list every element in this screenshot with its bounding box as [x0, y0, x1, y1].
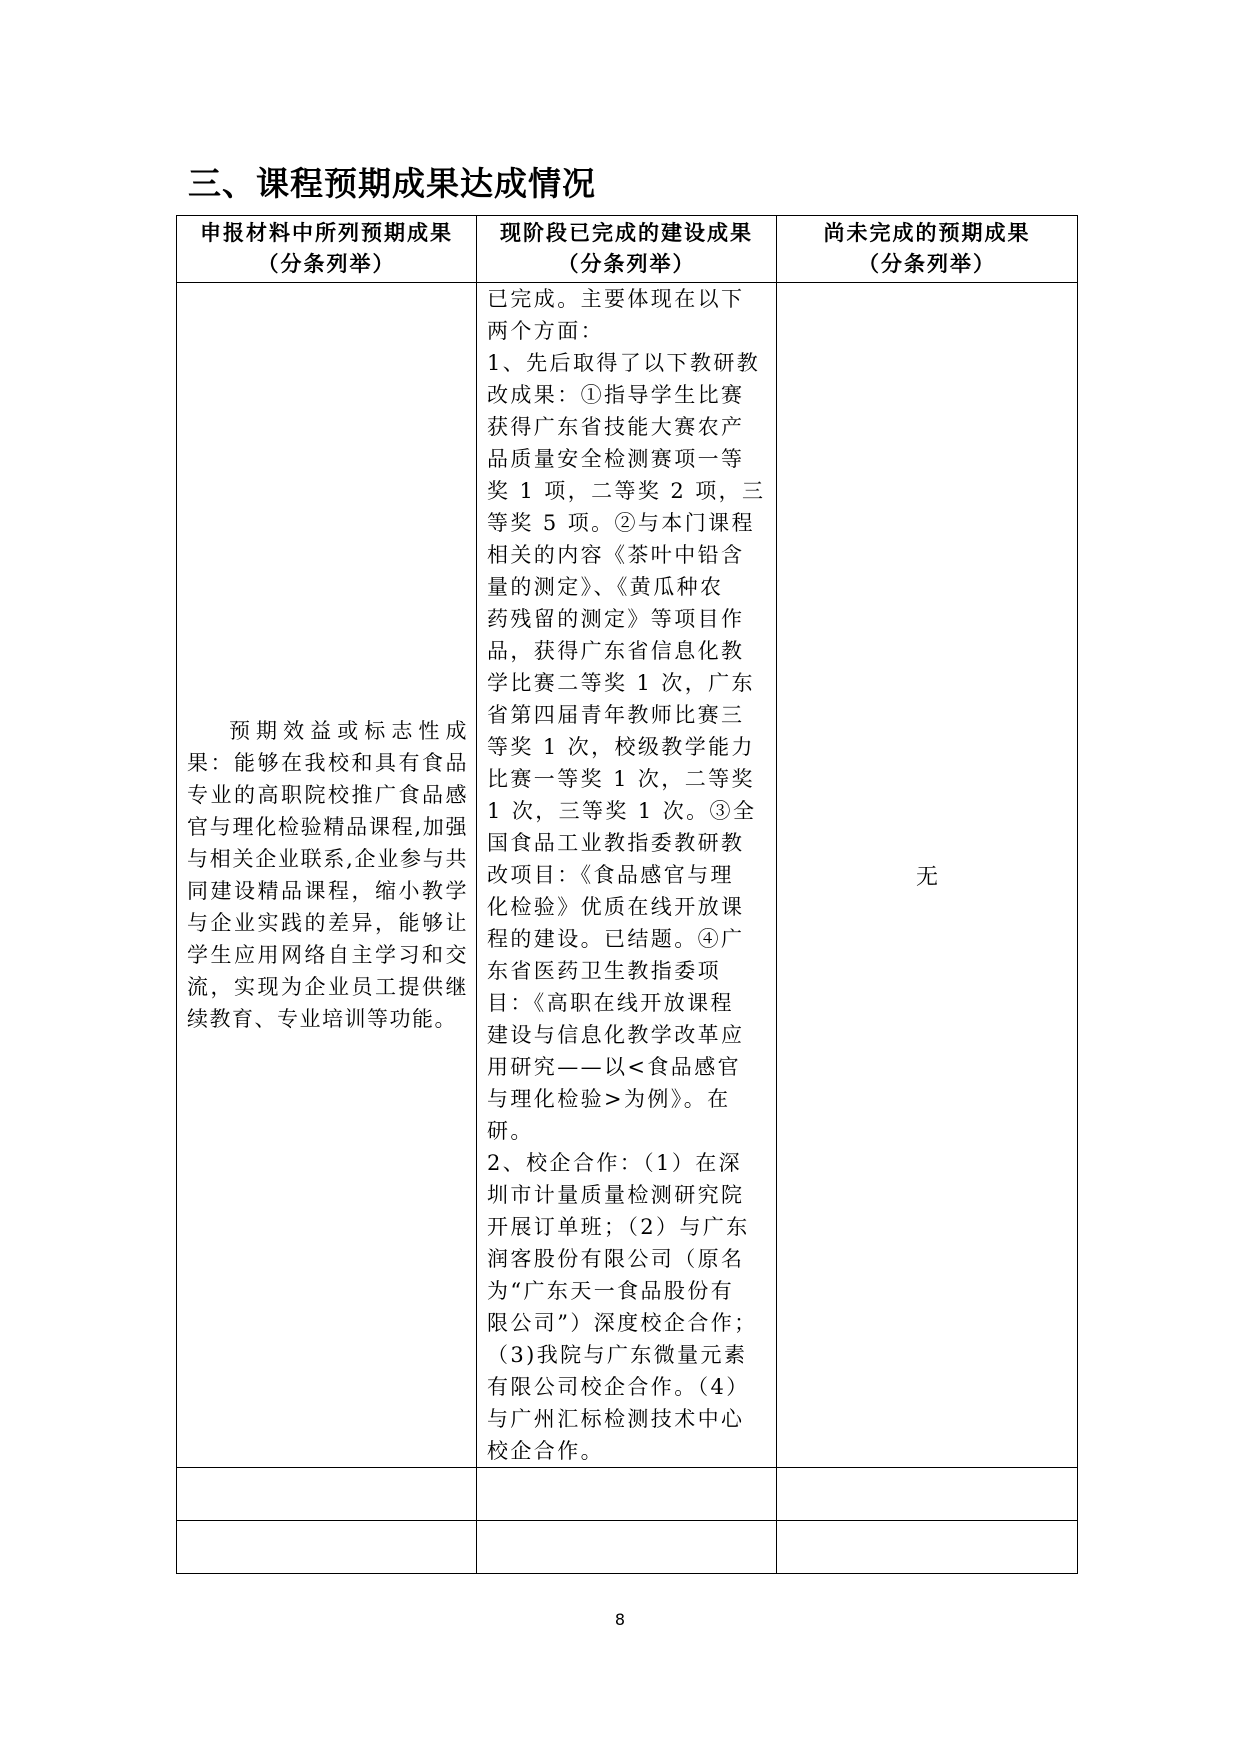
completed-line: 等奖 5 项。②与本门课程 — [487, 511, 755, 535]
section-title: 三、课程预期成果达成情况 — [188, 164, 596, 203]
completed-line: 药残留的测定》等项目作 — [487, 607, 745, 631]
header-expected-line1: 申报材料中所列预期成果 — [200, 221, 453, 245]
header-not-completed-line1: 尚未完成的预期成果 — [823, 221, 1031, 245]
completed-line: 改成果：①指导学生比赛 — [487, 383, 745, 407]
empty-cell — [477, 1468, 777, 1521]
header-not-completed — [777, 216, 1078, 283]
cell-expected — [177, 283, 477, 1468]
table-row — [177, 283, 1078, 1468]
page-number: 8 — [614, 1610, 626, 1629]
completed-line: 量的测定》、《黄瓜种农 — [487, 575, 724, 599]
completed-line: 为“广东天一食品股份有 — [487, 1279, 735, 1303]
completed-line: 等奖 1 次，校级教学能力 — [487, 735, 755, 759]
completed-line: 润客股份有限公司（原名 — [487, 1247, 745, 1271]
table-header-row — [177, 216, 1078, 283]
table-row-empty — [177, 1468, 1078, 1521]
expected-outcome-text: 预期效益或标志性成果：能够在我校和具有食品专业的高职院校推广食品感官与理化检验精品课程,加强与相关企业联系,企业参与共同建设精品课程，缩小教学与企业实践的差异，能够让学生应用网络自主学习和交流，实现为企业员工提供继续教育、专业培训等功能。 — [187, 719, 468, 1031]
completed-line: 目：《高职在线开放课程 — [487, 991, 734, 1015]
table-row-empty — [177, 1521, 1078, 1574]
completed-line: 限公司”）深度校企合作； — [487, 1311, 758, 1335]
completed-line: 省第四届青年教师比赛三 — [487, 703, 745, 727]
completed-line: 奖 1 项，二等奖 2 项，三 — [487, 479, 766, 503]
empty-cell — [177, 1521, 477, 1574]
empty-cell — [777, 1521, 1078, 1574]
completed-line: 国食品工业教指委教研教 — [487, 831, 745, 855]
cell-not-completed — [777, 283, 1078, 1468]
header-completed — [477, 216, 777, 283]
completed-line: 有限公司校企合作。（4） — [487, 1375, 750, 1399]
empty-cell — [477, 1521, 777, 1574]
completed-line: 学比赛二等奖 1 次，广东 — [487, 671, 755, 695]
empty-cell — [777, 1468, 1078, 1521]
completed-line: 用研究——以<食品感官 — [487, 1055, 741, 1079]
empty-cell — [177, 1468, 477, 1521]
completed-line: 1 次，三等奖 1 次。③全 — [487, 799, 757, 823]
header-completed-line2: （分条列举） — [557, 252, 696, 276]
completed-line: 校企合作。 — [487, 1439, 604, 1463]
completed-line: 1、先后取得了以下教研教 — [487, 351, 761, 375]
completed-line: 圳市计量质量检测研究院 — [487, 1183, 745, 1207]
completed-line: 建设与信息化教学改革应 — [487, 1023, 745, 1047]
completed-line: 程的建设。已结题。④广 — [487, 927, 745, 951]
not-completed-text: 无 — [915, 864, 938, 890]
completed-outcome-text — [477, 283, 776, 1467]
completed-line: 品，获得广东省信息化教 — [487, 639, 745, 663]
completed-line: 与理化检验>为例》。在研。 — [487, 1087, 731, 1143]
completed-line: 两个方面： — [487, 319, 604, 343]
completed-line: 东省医药卫生教指委项 — [487, 959, 721, 983]
completed-line: 改项目：《食品感官与理 — [487, 863, 734, 887]
completed-line: 化检验》优质在线开放课 — [487, 895, 745, 919]
header-expected-line2: （分条列举） — [257, 252, 396, 276]
header-not-completed-line2: （分条列举） — [858, 252, 996, 276]
completed-line: 与广州汇标检测技术中心 — [487, 1407, 745, 1431]
completed-line: 2、校企合作：（1）在深 — [487, 1151, 743, 1175]
completed-line: （3)我院与广东微量元素 — [487, 1343, 748, 1367]
header-completed-line1: 现阶段已完成的建设成果 — [500, 221, 753, 245]
results-table — [176, 215, 1078, 1574]
cell-completed — [477, 283, 777, 1468]
completed-line: 获得广东省技能大赛农产 — [487, 415, 745, 439]
completed-line: 相关的内容《茶叶中铅含 — [487, 543, 745, 567]
completed-line: 品质量安全检测赛项一等 — [487, 447, 745, 471]
header-expected — [177, 216, 477, 283]
completed-line: 比赛一等奖 1 次，二等奖 — [487, 767, 755, 791]
completed-line: 已完成。主要体现在以下 — [487, 287, 745, 311]
completed-line: 开展订单班；（2）与广东 — [487, 1215, 750, 1239]
